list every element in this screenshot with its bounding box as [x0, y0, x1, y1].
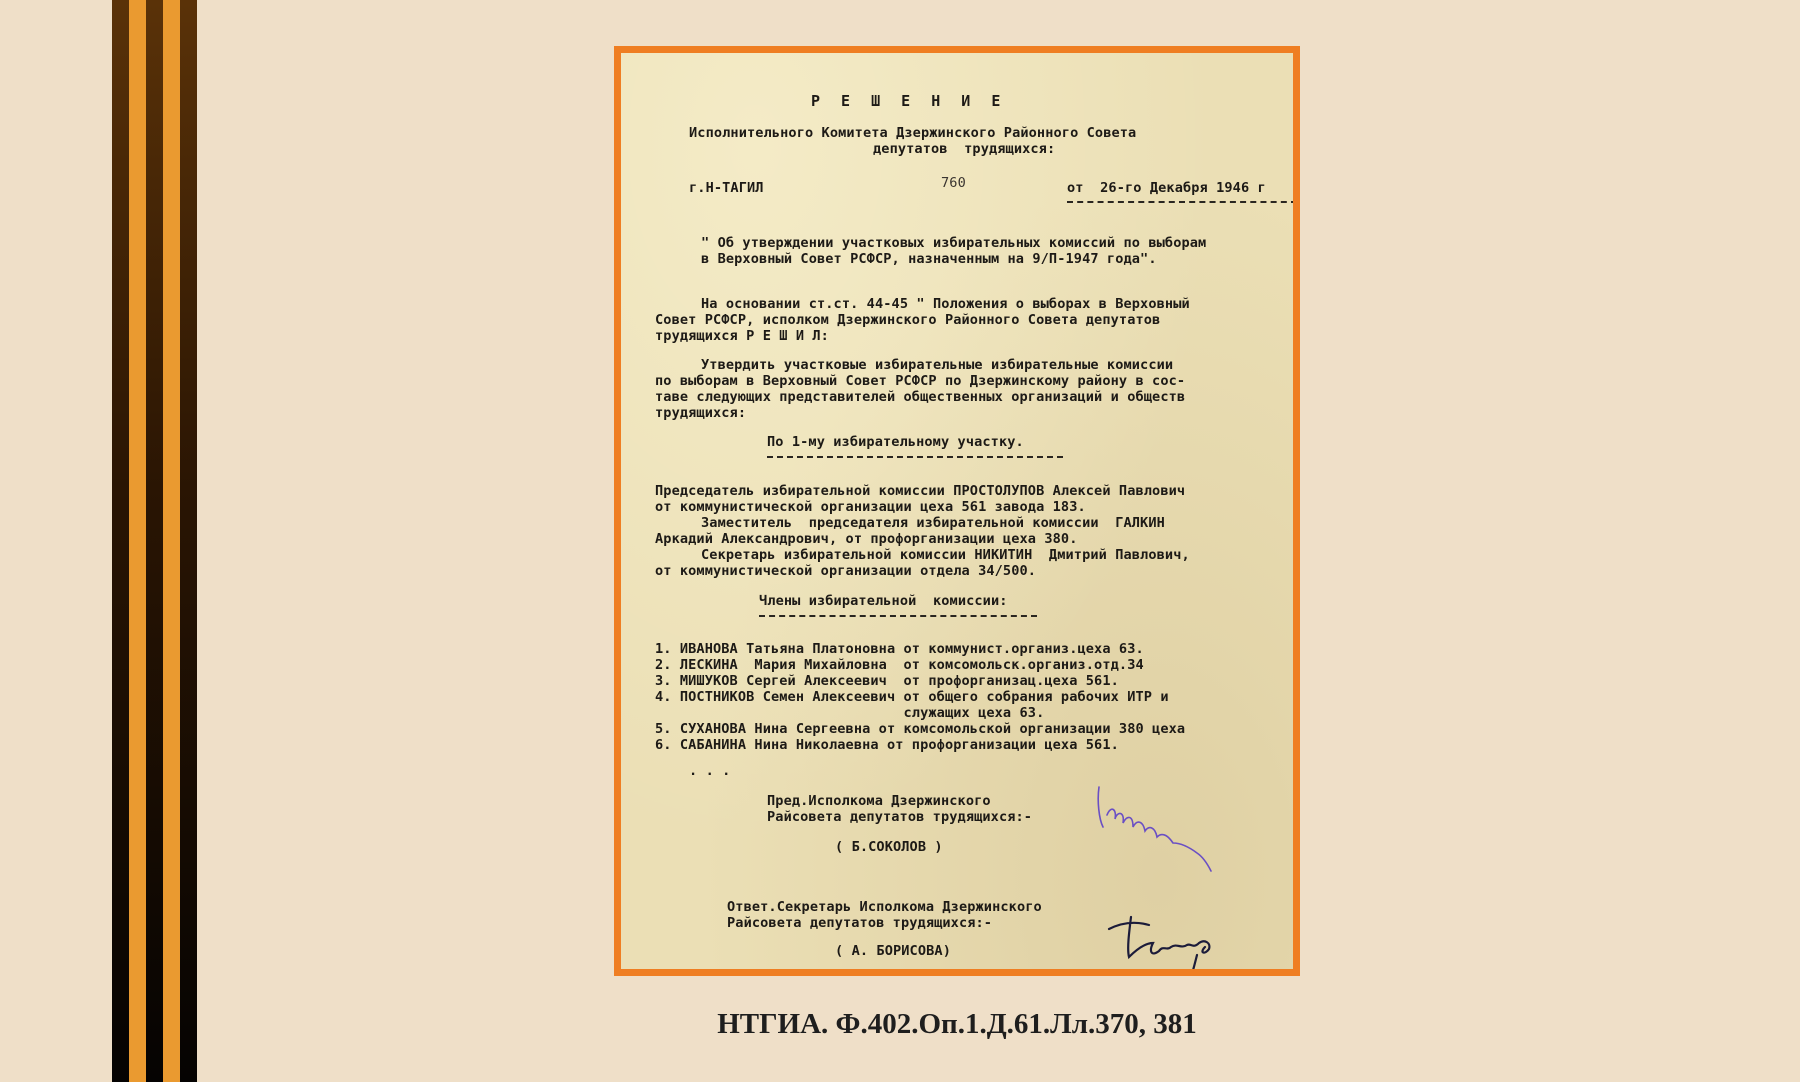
- precinct-underline: [767, 456, 1063, 458]
- member-item: 5. СУХАНОВА Нина Сергеевна от комсомольской организации 380 цеха: [655, 721, 1186, 737]
- document-title: Р Е Ш Е Н И Е: [811, 92, 1007, 110]
- subject-line: в Верховный Совет РСФСР, назначенным на 9/П-1947 года".: [701, 251, 1157, 267]
- subject-line: " Об утверждении участковых избирательных комиссий по выборам: [701, 235, 1207, 251]
- decision-line: трудящихся:: [655, 405, 747, 421]
- basis-line: На основании ст.ст. 44-45 " Положения о выборах в Верховный: [701, 296, 1190, 312]
- member-item: 1. ИВАНОВА Татьяна Платоновна от коммунист.организ.цеха 63.: [655, 641, 1144, 657]
- decision-line: Утвердить участковые избирательные избирательные комиссии: [701, 357, 1174, 373]
- decision-line: таве следующих представителей общественных организаций и обществ: [655, 389, 1186, 405]
- secretary-title: Райсовета депутатов трудящихся:-: [727, 915, 993, 931]
- chairman-name: ( Б.СОКОЛОВ ): [835, 839, 943, 855]
- secretary-line: от коммунистической организации отдела 34/500.: [655, 563, 1037, 579]
- chair-line: Председатель избирательной комиссии ПРОСТОЛУПОВ Алексей Павлович: [655, 483, 1186, 499]
- chair-line: от коммунистической организации цеха 561 завода 183.: [655, 499, 1086, 515]
- document-number: 760: [941, 175, 966, 191]
- ribbon-stripe-black: [146, 0, 163, 1082]
- secretary-name: ( А. БОРИСОВА): [835, 943, 951, 959]
- member-item: служащих цеха 63.: [655, 705, 1045, 721]
- members-underline: [759, 615, 1037, 617]
- archival-document-frame: [614, 46, 1300, 976]
- members-heading: Члены избирательной комиссии:: [759, 593, 1008, 609]
- secretary-title: Ответ.Секретарь Исполкома Дзержинского: [727, 899, 1042, 915]
- archive-reference-caption: НТГИА. Ф.402.Оп.1.Д.61.Лл.370, 381: [717, 1008, 1197, 1040]
- issuer-line: Исполнительного Комитета Дзержинского Районного Совета: [689, 125, 1137, 141]
- basis-line: трудящихся Р Е Ш И Л:: [655, 328, 829, 344]
- secretary-signature: [1101, 899, 1251, 976]
- ribbon-stripe-black: [180, 0, 197, 1082]
- secretary-line: Секретарь избирательной комиссии НИКИТИН Дмитрий Павлович,: [701, 547, 1190, 563]
- basis-line: Совет РСФСР, исполком Дзержинского Районного Совета депутатов: [655, 312, 1161, 328]
- member-item: 2. ЛЕСКИНА Мария Михайловна от комсомольск.организ.отд.34: [655, 657, 1144, 673]
- member-item: 4. ПОСТНИКОВ Семен Алексеевич от общего собрания рабочих ИТР и: [655, 689, 1169, 705]
- date-underline: [1067, 201, 1297, 203]
- ribbon-stripe-orange: [129, 0, 146, 1082]
- deputy-line: Заместитель председателя избирательной комиссии ГАЛКИН: [701, 515, 1165, 531]
- member-item: 3. МИШУКОВ Сергей Алексеевич от профорганизац.цеха 561.: [655, 673, 1119, 689]
- chairman-title: Райсовета депутатов трудящихся:-: [767, 809, 1033, 825]
- chairman-title: Пред.Исполкома Дзержинского: [767, 793, 991, 809]
- document-city: г.Н-ТАГИЛ: [689, 180, 764, 196]
- document-paper: [621, 53, 1293, 969]
- document-ellipsis: . . .: [689, 763, 731, 779]
- document-date: от 26-го Декабря 1946 г: [1067, 180, 1266, 196]
- ribbon-stripe-orange: [163, 0, 180, 1082]
- chairman-signature: [1093, 779, 1253, 889]
- decision-line: по выборам в Верховный Совет РСФСР по Дзержинскому району в сос-: [655, 373, 1186, 389]
- deputy-line: Аркадий Александрович, от профорганизации цеха 380.: [655, 531, 1078, 547]
- st-george-ribbon: [112, 0, 198, 1082]
- precinct-heading: По 1-му избирательному участку.: [767, 434, 1024, 450]
- issuer-line: депутатов трудящихся:: [873, 141, 1056, 157]
- ribbon-stripe-black: [112, 0, 129, 1082]
- member-item: 6. САБАНИНА Нина Николаевна от профорганизации цеха 561.: [655, 737, 1119, 753]
